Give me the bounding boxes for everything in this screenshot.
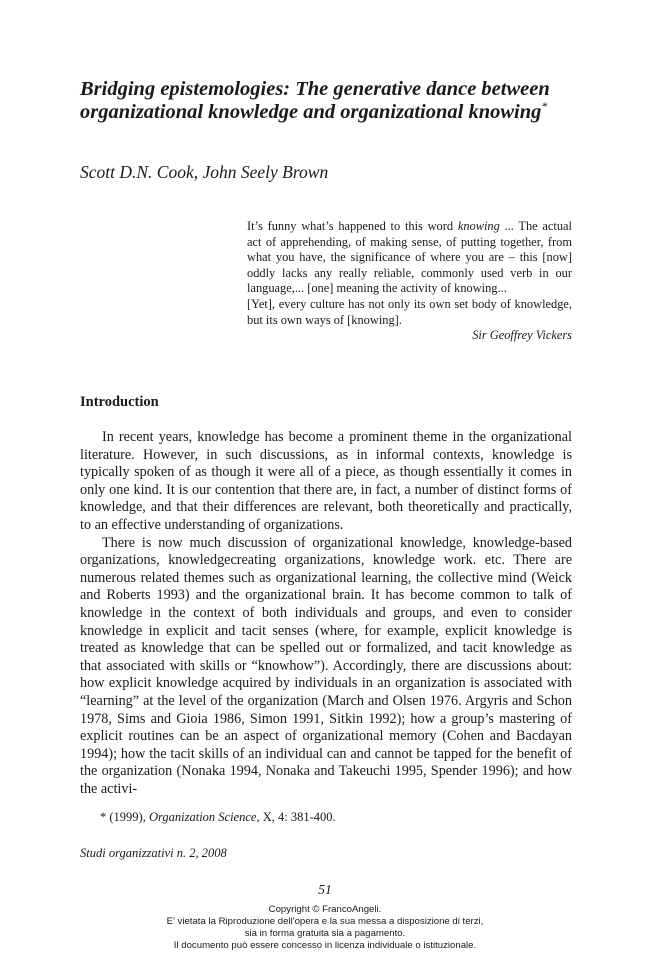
page-number: 51 [318, 882, 332, 897]
introduction-paragraph-2: There is now much discussion of organizational knowledge, knowledge-based organizations, knowledgecreating organizations, knowledge work. etc. There are numerous related themes such as organizational learning, the collective mind (Weick and Roberts 1993) and the organizational brain. It has become common to talk of knowledge in the context of both individuals and groups, and even to consider knowledge in explicit and tacit senses (where, for example, explicit knowledge is treated as knowledge that can be spelled out or formalized, and tacit knowledge as that associated with skills or “knowhow”). Accordingly, there are discussions about: how explicit knowledge acquired by individuals in an organization is associated with “learning” at the level of the organization (March and Olsen 1976. Argyris and Schon 1978, Sims and Gioia 1986, Simon 1991, Sitkin 1992); how a group’s mastering of explicit routines can be an aspect of organizational memory (Cohen and Bacdayan 1994); how the tacit skills of an individual can and cannot be tapped for the benefit of the organization (Nonaka 1994, Nonaka and Takeuchi 1995, Spender 1996); and how the activi- [80, 534, 572, 797]
introduction-body [80, 429, 572, 798]
footnote-journal: Organization Science [148, 810, 257, 824]
article-title-text: Bridging epistemologies: The generative dance between organizational knowledge and organizational knowing [80, 78, 550, 123]
epigraph-paragraph-1 [247, 219, 572, 297]
article-title [80, 78, 580, 124]
section-heading-introduction: Introduction [80, 394, 159, 410]
footnote [100, 810, 336, 825]
footnote-details: , X, 4: 381-400. [256, 810, 336, 824]
title-footnote-marker[interactable]: * [541, 99, 548, 114]
epigraph-emphasis: knowing [457, 219, 500, 233]
copyright-line-1: Copyright © FrancoAngeli. [268, 904, 382, 915]
journal-issue: Studi organizzativi n. 2, 2008 [80, 846, 227, 860]
footnote-marker: * (1999), [100, 810, 149, 824]
epigraph-text-end: ... The actual act of apprehending, of making sense, of putting together, from what you have, the significance of where you are – this [now] oddly lacks any really reliable, commonly used verb in our language,... [one] meaning the activity of knowing... [247, 219, 572, 296]
copyright-notice [0, 904, 650, 952]
introduction-paragraph-1: In recent years, knowledge has become a prominent theme in the organizational literature. However, in such discussions, as in informal contexts, knowledge is typically spoken of as though it were all of a piece, as though essentially it comes in only one kind. It is our contention that there are, in fact, a number of distinct forms of knowledge, and that their differences are relevant, both theoretically and practically, to an effective understanding of organizations. [80, 429, 572, 533]
epigraph-attribution: Sir Geoffrey Vickers [472, 328, 572, 343]
epigraph-text-start: It’s funny what’s happened to this word [247, 219, 458, 233]
copyright-line-4: Il documento può essere concesso in licenza individuale o istituzionale. [173, 940, 477, 951]
copyright-line-3: sia in forma gratuita sia a pagamento. [244, 928, 406, 939]
epigraph-paragraph-2: [Yet], every culture has not only its own set body of knowledge, but its own ways of [knowing]. [247, 296, 572, 327]
epigraph [247, 219, 572, 344]
article-authors: Scott D.N. Cook, John Seely Brown [80, 162, 329, 182]
copyright-line-2: E' vietata la Riproduzione dell'opera e la sua messa a disposizione di terzi, [166, 916, 484, 927]
